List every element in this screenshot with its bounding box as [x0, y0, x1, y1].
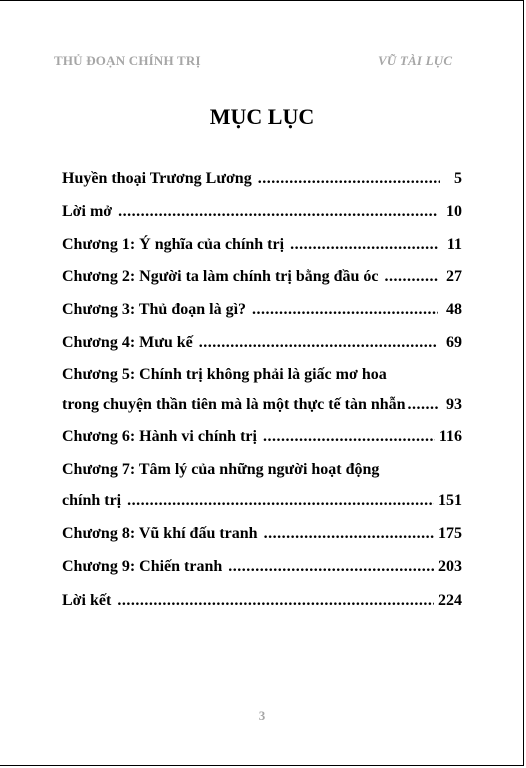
page-title: MỤC LỤC — [209, 104, 315, 129]
toc-entry-page: 203 — [438, 558, 462, 575]
toc-leader-dots — [117, 591, 434, 611]
toc-entry-page: 151 — [438, 492, 462, 509]
toc-entry — [62, 169, 462, 189]
toc-entry-page: 93 — [446, 396, 462, 413]
toc-leader-dots — [290, 235, 438, 255]
toc-leader-dots — [385, 267, 438, 287]
running-header-title: THỦ ĐOẠN CHÍNH TRỊ — [54, 53, 201, 68]
toc-entry-label: Lời kết — [62, 592, 112, 609]
page-number: 3 — [258, 708, 266, 723]
toc-entry — [62, 300, 462, 320]
toc-entry-page: 5 — [454, 170, 462, 187]
toc-entry-page: 69 — [446, 334, 462, 351]
toc-entry-label: Chương 9: Chiến tranh — [62, 558, 223, 575]
toc-entry-label: Chương 1: Ý nghĩa của chính trị — [62, 236, 285, 253]
toc-entry — [62, 591, 462, 611]
toc-entry-label: Huyền thoại Trương Lương — [62, 170, 252, 187]
toc-leader-dots — [118, 202, 438, 222]
running-header-author: VŨ TÀI LỤC — [378, 53, 453, 68]
toc-entry-first-line: Chương 7: Tâm lý của những người hoạt động — [62, 461, 380, 478]
toc-leader-dots — [264, 524, 434, 544]
toc-entry — [62, 202, 462, 222]
toc-entry-label: Chương 6: Hành vi chính trị — [62, 428, 257, 445]
toc-entry-page: 175 — [438, 525, 462, 542]
toc-entry — [62, 557, 462, 577]
toc-entry-label: Chương 4: Mưu kế — [62, 334, 193, 351]
toc-entry-page: 11 — [446, 236, 462, 253]
toc-leader-dots — [258, 169, 440, 189]
toc-entry-label: Chương 8: Vũ khí đấu tranh — [62, 525, 258, 542]
toc-entry-page: 27 — [446, 268, 462, 285]
toc-entry — [62, 524, 462, 544]
toc-entry-page: 48 — [446, 301, 462, 318]
toc-entry-label: Chương 3: Thủ đoạn là gì? — [62, 301, 247, 318]
toc-entry-page: 116 — [438, 428, 462, 445]
toc-entry-label: Lời mở — [62, 203, 113, 220]
toc-entry-label: Chương 2: Người ta làm chính trị bằng đầu óc — [62, 268, 379, 285]
toc-entry — [62, 427, 462, 447]
toc-entry — [62, 235, 462, 255]
toc-entry — [62, 333, 462, 353]
toc-entry — [62, 491, 462, 511]
toc-entry-page: 224 — [438, 592, 462, 609]
toc-entry — [62, 267, 462, 287]
toc-entry-first-line: Chương 5: Chính trị không phải là giấc mơ hoa — [62, 366, 387, 383]
toc-leader-dots — [228, 557, 434, 577]
toc-entry-label: chính trị — [62, 492, 122, 509]
toc-leader-dots — [199, 333, 438, 353]
toc-leader-dots — [127, 491, 434, 511]
toc-entry — [62, 395, 462, 415]
toc-entry-page: 10 — [446, 203, 462, 220]
toc-leader-dots — [252, 300, 438, 320]
toc-entry-label: trong chuyện thần tiên mà là một thực tế tàn nhẫn — [62, 396, 406, 413]
toc-leader-dots — [263, 427, 435, 447]
toc-leader-dots — [408, 395, 438, 415]
